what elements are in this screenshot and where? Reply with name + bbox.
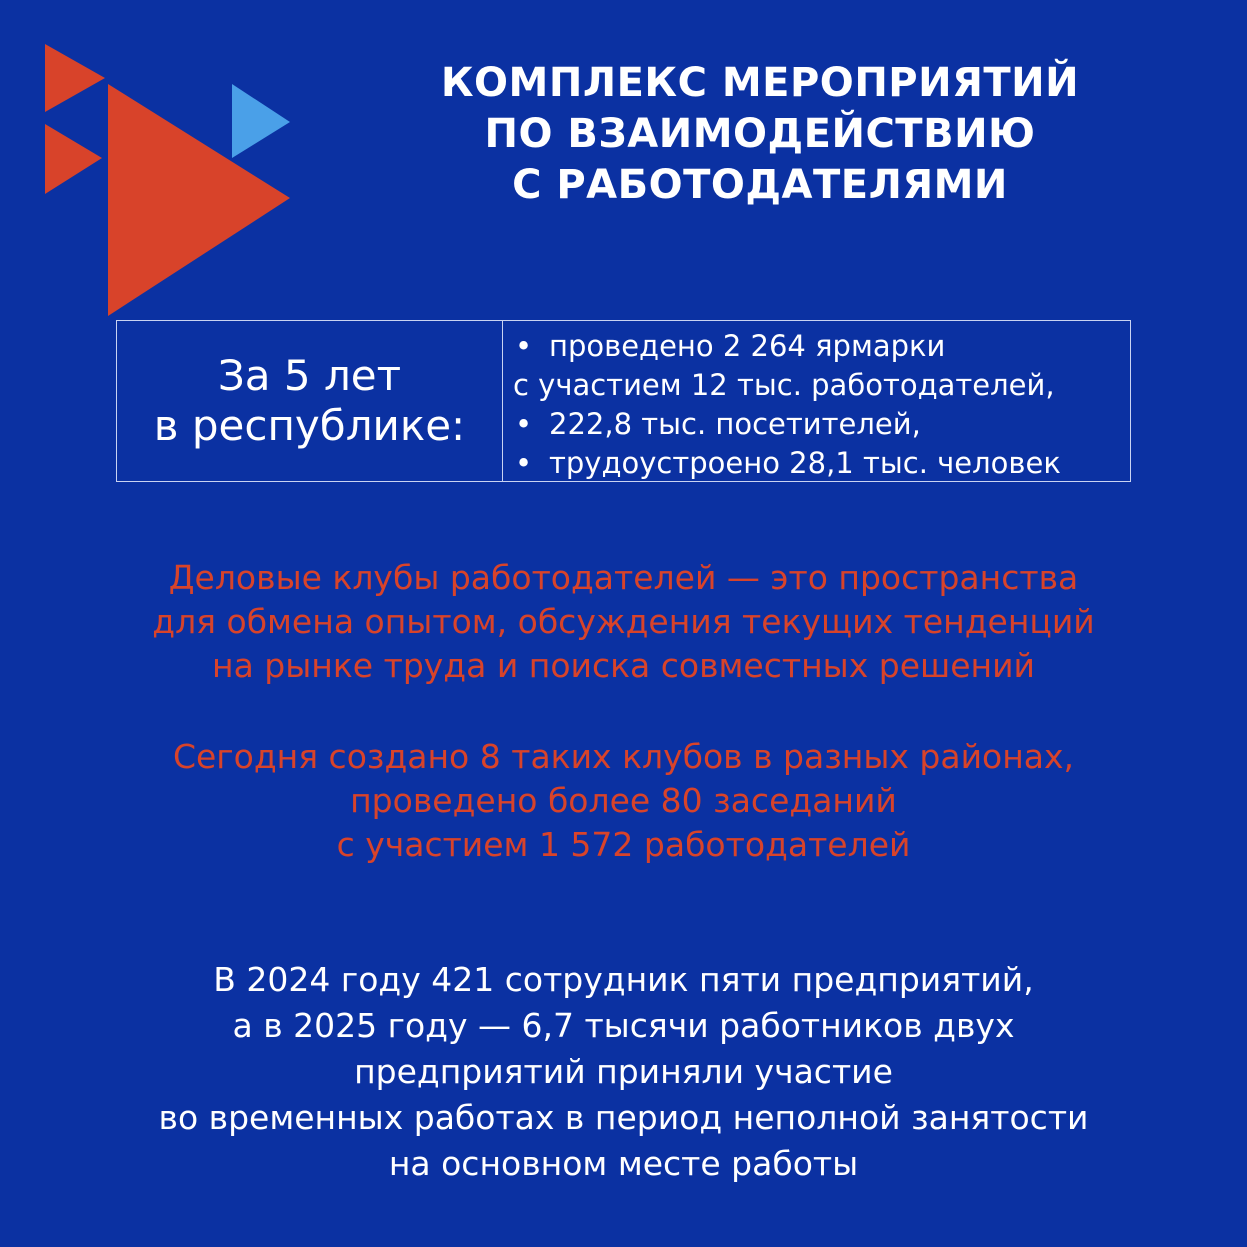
logo-blue-triangle xyxy=(232,84,290,158)
stats-item-text: проведено 2 264 ярмарки xyxy=(549,329,946,363)
stats-item-text: 222,8 тыс. посетителей, xyxy=(549,407,921,441)
stats-table xyxy=(116,320,1131,482)
bullet-icon: • xyxy=(515,446,533,480)
stats-list-cell xyxy=(503,321,1130,481)
stats-label-line: За 5 лет xyxy=(217,351,402,400)
title-line: ПО ВЗАИМОДЕЙСТВИЮ xyxy=(484,111,1036,157)
text-line: во временных работах в период неполной занятости xyxy=(158,1098,1089,1137)
bullet-icon: • xyxy=(515,329,533,363)
triangles-logo-icon xyxy=(40,40,300,320)
clubs-definition-text xyxy=(40,556,1207,688)
clubs-count-text xyxy=(40,735,1207,867)
text-line: на основном месте работы xyxy=(388,1144,859,1183)
stats-list-item xyxy=(513,444,1130,483)
stats-label-line: в республике: xyxy=(153,401,466,450)
logo-small-triangle-bottom xyxy=(45,124,102,194)
page-title xyxy=(340,58,1180,211)
text-line: а в 2025 году — 6,7 тысячи работников двух xyxy=(232,1006,1015,1045)
temporary-work-text xyxy=(40,957,1207,1187)
stats-list-item xyxy=(513,327,1130,366)
title-line: КОМПЛЕКС МЕРОПРИЯТИЙ xyxy=(440,60,1080,106)
bullet-icon: • xyxy=(515,407,533,441)
stats-label-cell xyxy=(117,321,503,481)
stats-list-item xyxy=(513,405,1130,444)
text-line: с участием 1 572 работодателей xyxy=(336,825,911,864)
text-line: проведено более 80 заседаний xyxy=(350,781,897,820)
text-line: В 2024 году 421 сотрудник пяти предприятий, xyxy=(213,960,1034,999)
text-line: Деловые клубы работодателей — это пространства xyxy=(168,558,1079,597)
stats-list-item-continuation: с участием 12 тыс. работодателей, xyxy=(513,368,1055,402)
text-line: предприятий приняли участие xyxy=(354,1052,893,1091)
title-line: С РАБОТОДАТЕЛЯМИ xyxy=(512,162,1008,208)
text-line: Сегодня создано 8 таких клубов в разных районах, xyxy=(172,737,1075,776)
text-line: для обмена опытом, обсуждения текущих тенденций xyxy=(152,602,1095,641)
logo-small-triangle-top xyxy=(45,44,105,112)
stats-item-text: трудоустроено 28,1 тыс. человек xyxy=(549,446,1061,480)
text-line: на рынке труда и поиска совместных решений xyxy=(212,646,1035,685)
